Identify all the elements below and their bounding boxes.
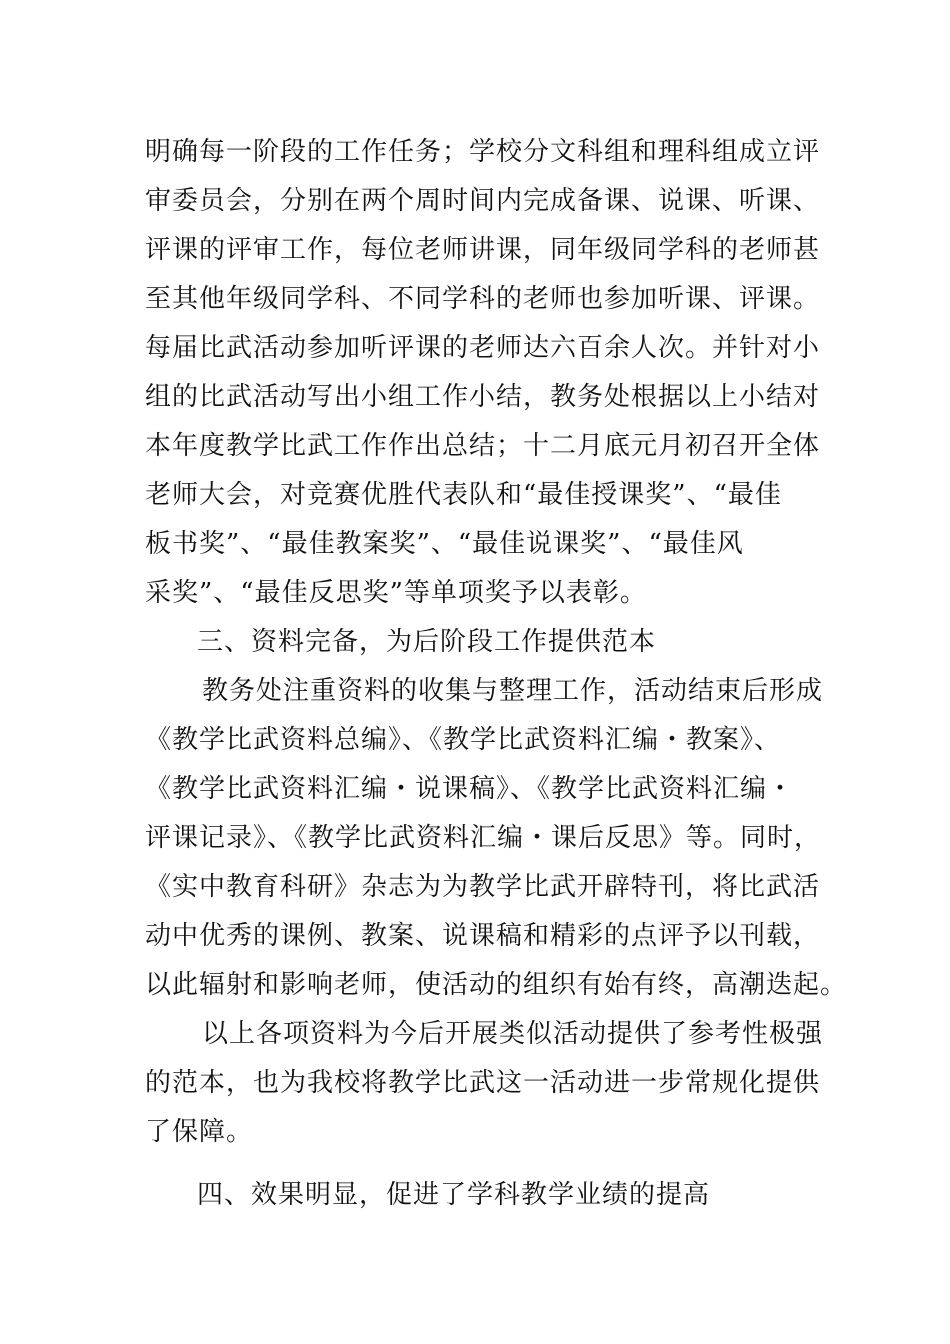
section-heading-3: 三、资料完备，为后阶段工作提供范本 [197, 627, 657, 657]
paragraph-competition-process [145, 128, 825, 618]
text-line: 本年度教学比武工作作出总结；十二月底元月初召开全体 [145, 431, 821, 461]
text-line: 《教学比武资料汇编・说课稿》、《教学比武资料汇编・ [145, 774, 795, 804]
text-line: 评课的评审工作，每位老师讲课，同年级同学科的老师甚 [145, 235, 821, 265]
text-line: 的范本，也为我校将教学比武这一活动进一步常规化提供 [145, 1068, 821, 1098]
text-line: 了保障。 [145, 1117, 254, 1147]
document-body [145, 128, 848, 1220]
text-line: 明确每一阶段的工作任务；学校分文科组和理科组成立评 [145, 137, 821, 167]
text-line: 至其他年级同学科、不同学科的老师也参加听课、评课。 [145, 284, 821, 314]
text-line: 采奖”、“最佳反思奖”等单项奖予以表彰。 [145, 578, 647, 608]
text-line: 板书奖”、“最佳教案奖”、“最佳说课奖”、“最佳风 [145, 529, 744, 559]
text-line: 评课记录》、《教学比武资料汇编・课后反思》等。同时， [145, 823, 822, 853]
text-line: 《教学比武资料总编》、《教学比武资料汇编・教案》、 [145, 725, 782, 755]
text-line: 动中优秀的课例、教案、说课稿和精彩的点评予以刊载， [145, 921, 821, 951]
paragraph-materials-summary [145, 1010, 825, 1157]
text-line: 以上各项资料为今后开展类似活动提供了参考性极强 [202, 1019, 824, 1049]
text-line: 以此辐射和影响老师，使活动的组织有始有终，高潮迭起。 [145, 970, 848, 1000]
text-line: 组的比武活动写出小组工作小结，教务处根据以上小结对 [145, 382, 821, 412]
text-line: 审委员会，分别在两个周时间内完成备课、说课、听课、 [145, 186, 821, 216]
paragraph-materials [145, 667, 848, 1010]
text-line: 教务处注重资料的收集与整理工作，活动结束后形成 [202, 676, 824, 706]
text-line: 老师大会，对竞赛优胜代表队和“最佳授课奖”、“最佳 [145, 480, 782, 510]
text-line: 每届比武活动参加听评课的老师达六百余人次。并针对小 [145, 333, 821, 363]
text-line: 《实中教育科研》杂志为为教学比武开辟特刊，将比武活 [145, 872, 821, 902]
section-heading-4: 四、效果明显，促进了学科教学业绩的提高 [197, 1180, 711, 1210]
